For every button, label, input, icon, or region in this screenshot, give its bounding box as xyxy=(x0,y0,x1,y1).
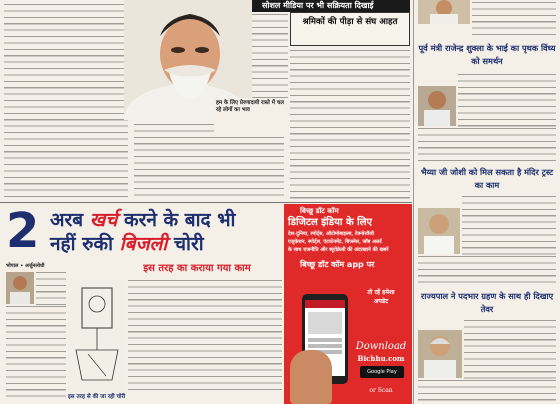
ad-line3: एजुकेशन, स्पोर्ट्स, एंटरटेनमेंट, बिजनेस, जॉब अलर्ट xyxy=(288,239,382,245)
ad-app-line: बिच्छू डॉट कॉम app पर xyxy=(300,260,375,269)
google-play-badge[interactable] xyxy=(360,366,404,378)
ad-line1: डिजिटल इंडिया के लिए xyxy=(288,217,373,228)
headline-number: 2 xyxy=(6,203,40,259)
ad-top-brand: बिच्छू डॉट कॉम xyxy=(300,207,339,215)
right-story3-text xyxy=(418,320,556,404)
headline-word-bijli: बिजली xyxy=(119,233,168,255)
body-text-column-2 xyxy=(252,14,288,98)
main-headline-line2 xyxy=(50,232,282,256)
top-banner-headline: सोशल मीडिया पर भी सक्रियता दिखाई xyxy=(262,1,374,10)
illustration-caption: इस तरह से की जा रही चोरी xyxy=(68,394,126,400)
column-divider xyxy=(413,0,414,404)
headline-word-nahi-ruki: नहीं रुकी xyxy=(50,233,114,255)
meter-illustration xyxy=(68,280,126,392)
body-text-column xyxy=(4,4,128,200)
ad-or-scan: or Scan xyxy=(369,387,393,394)
right-top-text xyxy=(472,2,556,38)
ad-cta-1: तो रहें हमेशा xyxy=(367,289,395,296)
body-text-column-3 xyxy=(290,50,410,200)
section-divider xyxy=(0,202,412,203)
main-story-text-right xyxy=(128,280,282,390)
ad-download[interactable]: Download xyxy=(355,341,407,352)
right-story3-headline: राज्यपाल ने पदभार ग्रहण के साथ ही दिखाए तेवर xyxy=(420,291,554,314)
play-store-label: Google Play xyxy=(367,369,397,375)
main-headline-line1 xyxy=(50,208,282,232)
right-story2-text xyxy=(418,196,556,286)
right-story1-text xyxy=(418,74,556,164)
center-box-headline: श्रमिकों की पीड़ा से संघ आहत xyxy=(302,17,398,27)
hand-illustration xyxy=(290,350,332,404)
ad-line2: देश-दुनिया, स्पोर्ट्स, ऑटोमोबाइल्स, टेक्नोलॉजी xyxy=(288,231,375,237)
ad-line4: के साथ राजनीति और ब्यूरोक्रेसी की अंदरखाने की खबरें xyxy=(288,247,389,253)
headline-word-arab: अरब xyxy=(50,209,84,231)
headline-word-chori: चोरी xyxy=(173,233,204,255)
quote-box-text: हम के लिए प्रेरणादायी रास्ते में चल रहे लोगों का भाव xyxy=(216,100,284,113)
right-top-photo xyxy=(418,0,470,24)
main-story-text-left xyxy=(6,272,66,400)
byline: भोपाल • अर्जुनलोधी xyxy=(6,263,45,269)
headline-word-kharch: खर्च xyxy=(89,209,118,231)
ad-cta-2: अपडेट xyxy=(373,298,389,305)
ad-site[interactable]: Bichhu.com xyxy=(357,354,405,363)
right-story1-headline: पूर्व मंत्री राजेन्द्र शुक्ला के भाई का पृथक विंध्य को समर्थन xyxy=(418,43,556,66)
headline-rest: करने के बाद भी xyxy=(124,209,236,231)
right-story2-headline: भैय्या जी जोशी को मिल सकता है मंदिर ट्रस्ट का काम xyxy=(420,167,554,190)
main-subheadline: इस तरह का कराया गया काम xyxy=(143,263,251,274)
